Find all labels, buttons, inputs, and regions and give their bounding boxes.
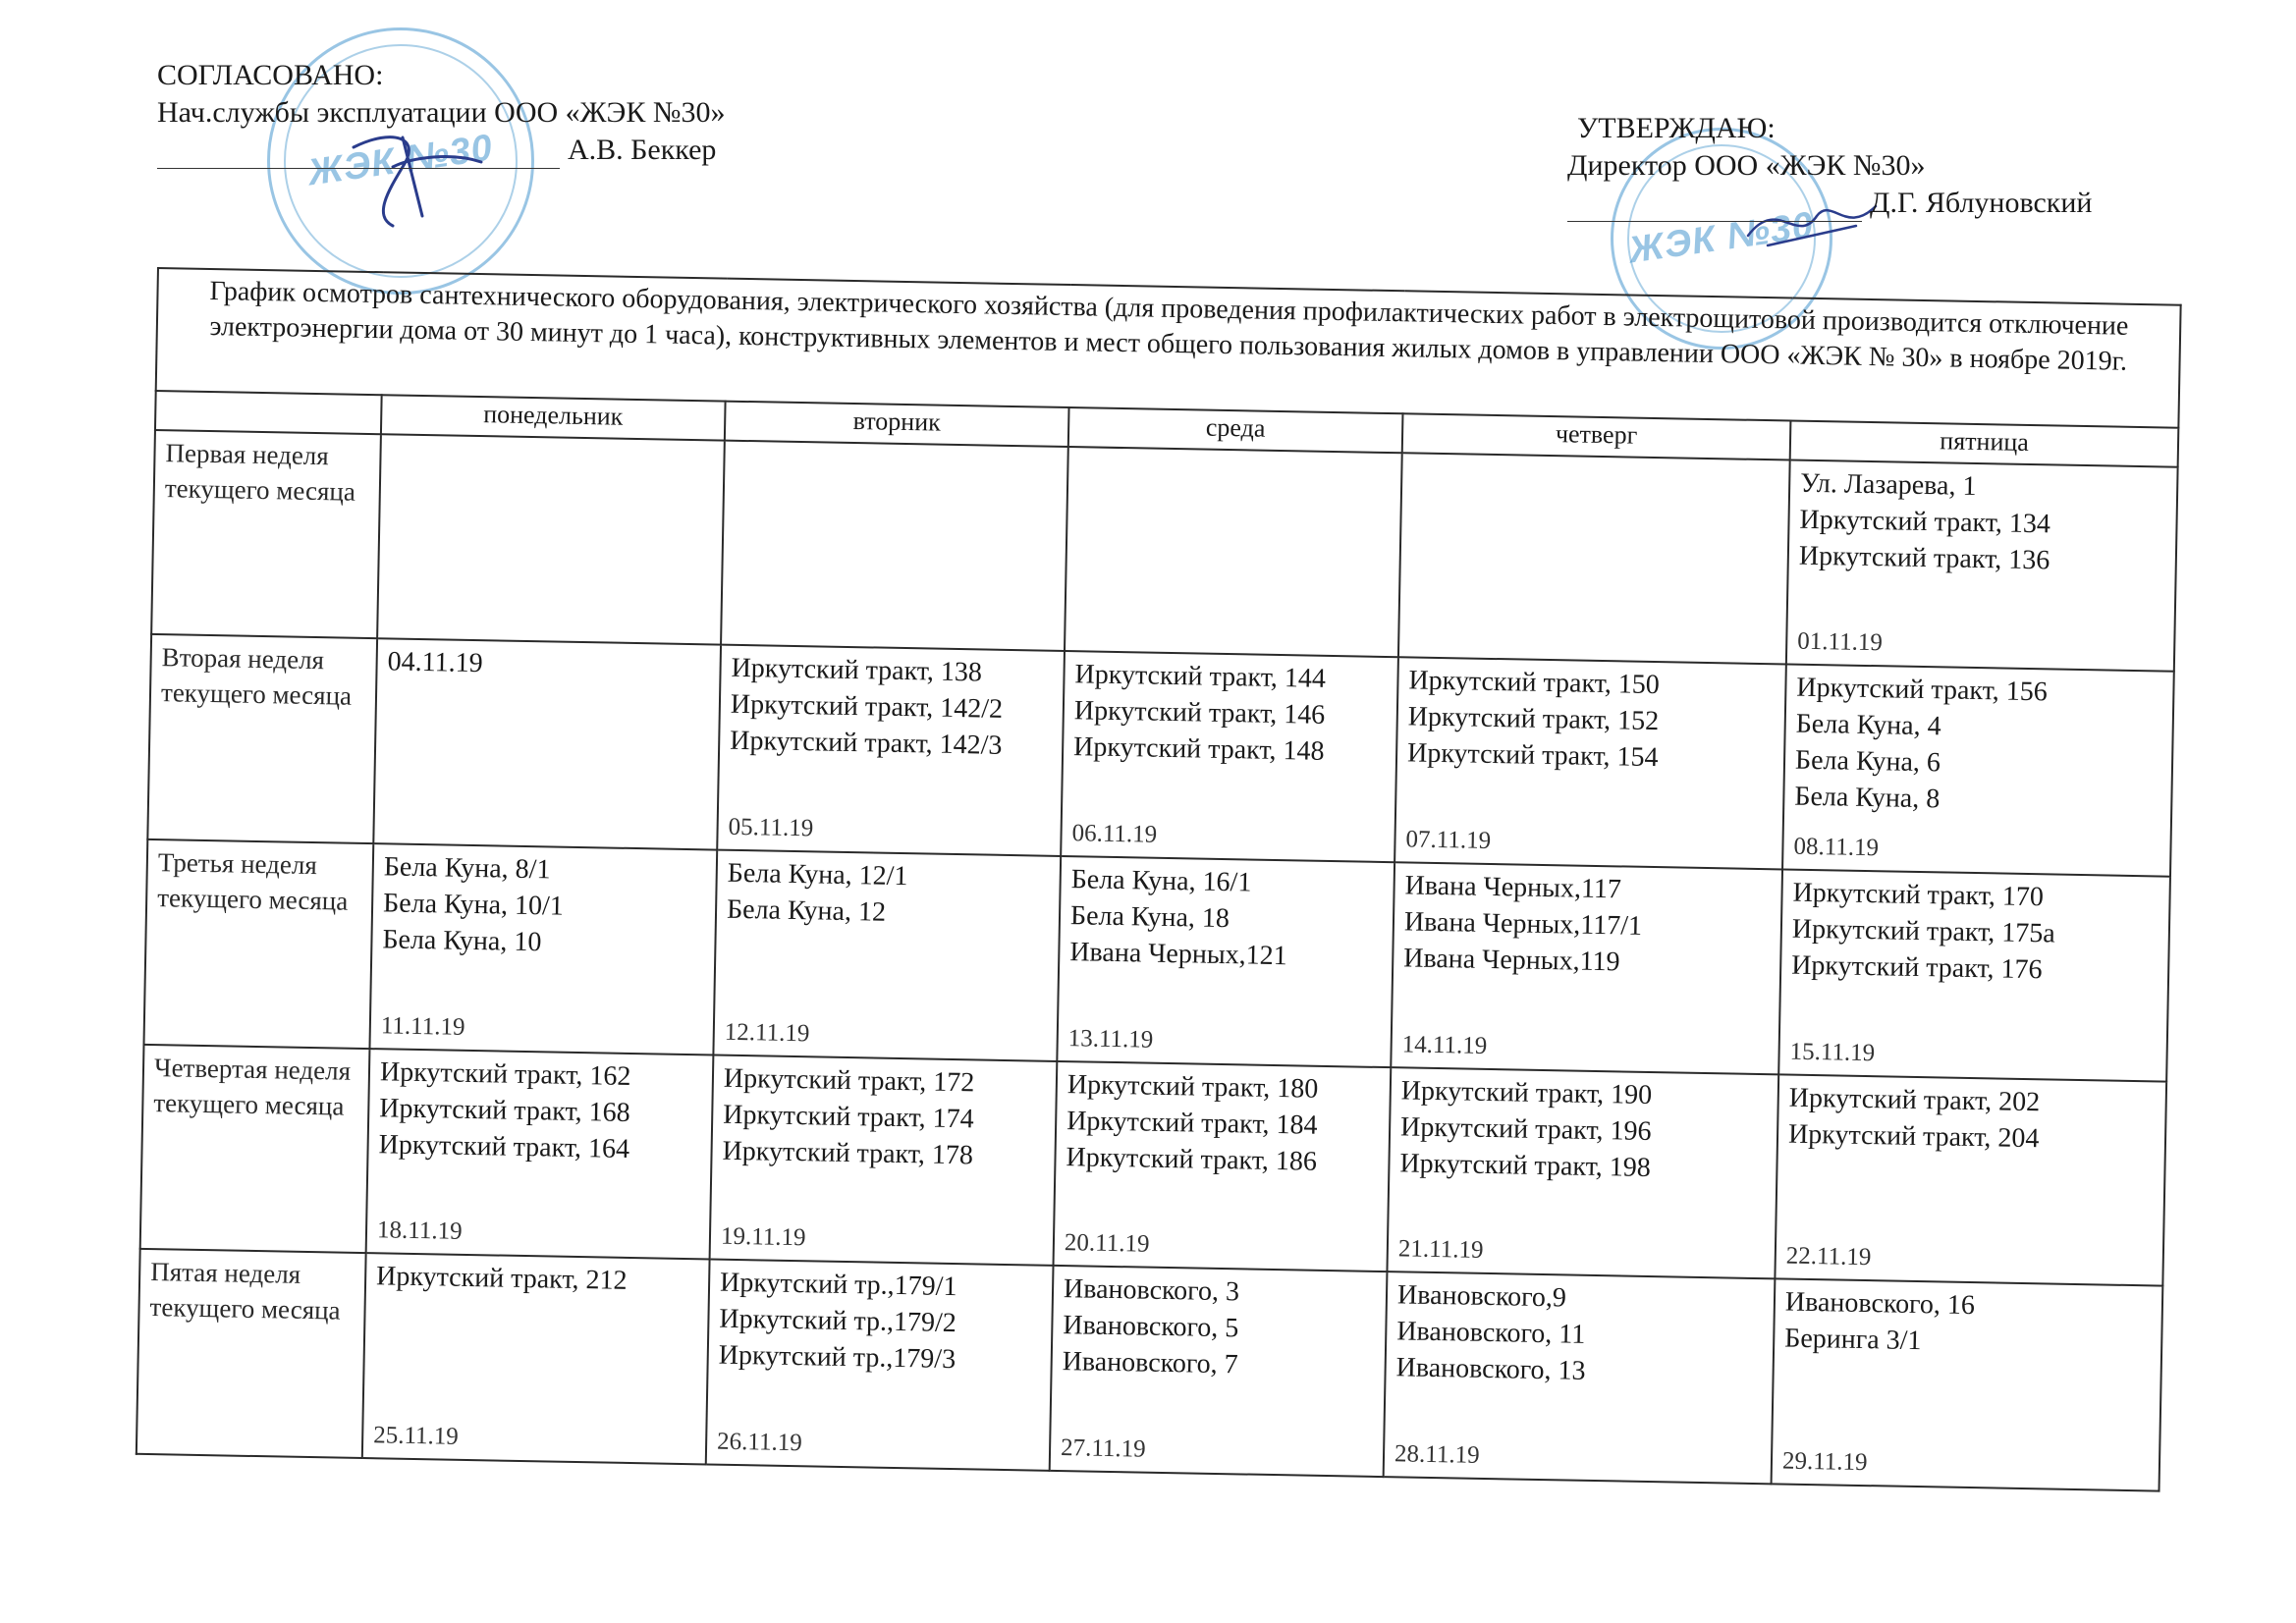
address-line: Иркутский тракт, 138 <box>731 653 983 688</box>
address-line: Иркутский тракт, 174 <box>723 1099 974 1135</box>
address-line: Иркутский тракт, 196 <box>1399 1111 1652 1147</box>
address-line: Ивановского, 5 <box>1063 1310 1239 1344</box>
inspection-date: 13.11.19 <box>1067 1024 1154 1054</box>
day-header: четверг <box>1402 413 1791 460</box>
inspection-date: 15.11.19 <box>1789 1038 1876 1066</box>
week-label: Пятая неделя текущего месяца <box>137 1249 366 1458</box>
cell-content <box>381 848 707 1050</box>
inspection-date: 19.11.19 <box>720 1222 806 1252</box>
stamp-mark: ЖЭК №30 <box>305 127 496 194</box>
address-line: Иркутский тракт, 146 <box>1073 695 1326 731</box>
day-header: пятница <box>1790 421 2179 467</box>
signature-line <box>157 140 560 169</box>
cell-content <box>1061 1271 1377 1471</box>
approval-heading: СОГЛАСОВАНО: <box>157 59 384 91</box>
schedule-table <box>136 267 2182 1492</box>
cell-content <box>1782 1284 2153 1486</box>
address-line: Иркутский тракт, 175а <box>1791 913 2055 949</box>
address-line: Бела Куна, 4 <box>1795 709 1941 742</box>
schedule-cell <box>1384 1271 1776 1484</box>
day-header: понедельник <box>381 395 726 440</box>
schedule-cell <box>362 1253 710 1464</box>
day-header: среда <box>1068 407 1403 453</box>
cell-content <box>1785 1079 2156 1280</box>
confirmation-heading: УТВЕРЖДАЮ: <box>1577 112 1776 144</box>
address-line: Иркутский тракт, 168 <box>379 1092 630 1128</box>
week-row <box>143 839 2170 1081</box>
inspection-date: 05.11.19 <box>728 813 814 842</box>
week-label: Первая неделя текущего месяца <box>151 430 381 639</box>
week-row <box>140 1045 2167 1286</box>
address-line: Иркутский тракт, 170 <box>1792 877 2045 913</box>
inspection-date: 12.11.19 <box>724 1018 810 1047</box>
address-line: Иркутский тракт, 202 <box>1788 1082 2041 1117</box>
cell-content <box>1067 861 1384 1061</box>
schedule-document <box>136 267 2180 1492</box>
cell-content <box>1075 452 1392 652</box>
address-line: Ивановского, 7 <box>1062 1346 1238 1380</box>
address-line: Бела Куна, 6 <box>1794 745 1941 779</box>
cell-content <box>377 1054 703 1255</box>
cell-content <box>1065 1066 1381 1267</box>
schedule-title: График осмотров сантехнического оборудования, электрического хозяйства (для проведения профилактических работ в электрощитовой производится отключение электроэнергии дома от 30 минут до 1 часа), конструктивных элементов и мест общего пользования жилых домов в управлении ООО «ЖЭК № 30» в ноябре 2019г. <box>156 268 2181 428</box>
address-line: Иркутский тракт, 172 <box>723 1062 975 1099</box>
address-line: Иркутский тракт, 142/3 <box>729 726 1003 762</box>
inspection-date: 26.11.19 <box>716 1428 802 1457</box>
address-line: Бела Куна, 8/1 <box>383 851 551 886</box>
cell-content <box>1394 1277 1765 1479</box>
weeks-body <box>137 430 2178 1491</box>
address-line: Бела Куна, 12 <box>726 893 887 928</box>
address-line: Иркутский тракт, 152 <box>1407 701 1660 737</box>
address-line: Иркутский тракт, 184 <box>1066 1105 1318 1141</box>
address-line: Бела Куна, 18 <box>1069 900 1230 935</box>
week-row <box>137 1249 2163 1490</box>
address-line: Иркутский тракт, 136 <box>1798 540 2050 576</box>
approval-name: А.В. Беккер <box>568 134 717 166</box>
address-line: Иркутский тр.,179/2 <box>719 1303 957 1339</box>
cell-content <box>1401 867 1772 1068</box>
corner-cell <box>155 391 382 434</box>
week-row <box>151 430 2178 672</box>
cell-content <box>1797 465 2167 667</box>
address-line: Бела Куна, 10/1 <box>382 888 565 922</box>
address-line: Иркутский тракт, 190 <box>1400 1075 1653 1110</box>
address-line: Иркутский тр.,179/3 <box>718 1339 957 1376</box>
address-line: Ул. Лазарева, 1 <box>1799 467 1977 502</box>
address-line: Ивановского, 11 <box>1396 1316 1586 1351</box>
confirmation-signature-row <box>1567 185 2092 222</box>
address-line: Иркутский тракт, 178 <box>722 1135 974 1171</box>
address-line: Ивана Черных,121 <box>1069 937 1287 972</box>
schedule-cell <box>1065 447 1402 658</box>
address-line: Иркутский тракт, 176 <box>1790 949 2043 986</box>
address-line: Ивановского, 13 <box>1395 1352 1586 1387</box>
schedule-cell <box>1061 651 1398 862</box>
cell-content <box>732 446 1058 647</box>
approval-position: Нач.службы эксплуатации ООО «ЖЭК №30» <box>157 96 726 129</box>
inspection-date: 06.11.19 <box>1071 820 1158 848</box>
schedule-cell <box>1054 1061 1392 1272</box>
schedule-cell <box>366 1049 714 1260</box>
stamp-mark: ЖЭК №30 <box>1626 204 1817 272</box>
address-line: Ивана Черных,119 <box>1403 943 1620 978</box>
address-line: Иркутский тр.,179/1 <box>719 1267 957 1303</box>
address-line: Иркутский тракт, 154 <box>1406 737 1659 774</box>
confirmation-position: Директор ООО «ЖЭК №30» <box>1567 149 1926 182</box>
schedule-cell <box>1775 1074 2166 1286</box>
inspection-date: 14.11.19 <box>1401 1031 1488 1059</box>
address-line: Бела Куна, 16/1 <box>1070 864 1252 898</box>
inspection-date: 25.11.19 <box>372 1422 460 1450</box>
address-line: Иркутский тракт, 134 <box>1799 504 2051 540</box>
cell-content <box>384 644 710 845</box>
inspection-date: 08.11.19 <box>1793 833 1880 862</box>
schedule-cell <box>1772 1279 2163 1491</box>
inspection-date: 18.11.19 <box>376 1217 463 1246</box>
cell-content <box>373 1259 699 1460</box>
cell-content <box>721 1059 1047 1261</box>
cell-content <box>1793 670 2163 871</box>
schedule-cell <box>1778 869 2170 1081</box>
day-header: вторник <box>725 402 1069 447</box>
schedule-cell <box>1387 1067 1778 1279</box>
address-line: Иркутский тракт, 212 <box>375 1261 628 1297</box>
address-line: Бела Куна, 8 <box>1794 782 1941 815</box>
schedule-cell <box>1394 658 1786 870</box>
cell-content <box>1789 875 2159 1076</box>
schedule-cell <box>717 645 1065 856</box>
inspection-date: 22.11.19 <box>1785 1242 1872 1271</box>
inspection-date: 20.11.19 <box>1064 1229 1150 1258</box>
week-row <box>147 634 2174 876</box>
cell-content <box>1071 657 1388 857</box>
approval-signature-row <box>157 132 725 169</box>
address-line: Иркутский тракт, 164 <box>378 1128 630 1164</box>
schedule-cell <box>377 434 725 645</box>
inspection-date: 21.11.19 <box>1397 1235 1484 1265</box>
schedule-cell <box>1786 460 2178 672</box>
address-line: Иркутский тракт, 148 <box>1072 731 1325 768</box>
schedule-cell <box>373 639 721 850</box>
schedule-cell <box>713 850 1061 1061</box>
address-line: Иркутский тракт, 150 <box>1408 665 1661 701</box>
address-line: Иркутский тракт, 162 <box>379 1055 631 1092</box>
address-line: Иркутский тракт, 198 <box>1399 1148 1652 1183</box>
cell-content <box>717 1265 1043 1466</box>
inspection-date: 29.11.19 <box>1781 1447 1868 1477</box>
cell-content <box>1409 458 1779 659</box>
cell-content <box>724 855 1050 1056</box>
schedule-cell <box>706 1260 1054 1471</box>
schedule-cell <box>721 440 1068 651</box>
address-line: Иркутский тракт, 156 <box>1796 673 2049 708</box>
schedule-cell <box>1398 453 1790 665</box>
schedule-cell <box>1391 862 1782 1074</box>
cell-content <box>388 439 714 640</box>
schedule-cell <box>1050 1266 1388 1477</box>
inspection-date: 07.11.19 <box>1405 826 1492 855</box>
address-line: Ивановского, 16 <box>1784 1286 1976 1322</box>
cell-content <box>1405 663 1776 864</box>
week-label: Третья неделя текущего месяца <box>143 839 373 1049</box>
address-line: Бела Куна, 12/1 <box>727 857 908 893</box>
week-label: Вторая неделя текущего месяца <box>147 634 377 843</box>
address-line: Иркутский тракт, 204 <box>1787 1118 2040 1154</box>
address-line: Ивана Черных,117 <box>1404 870 1622 905</box>
approval-block <box>157 57 725 169</box>
address-line: Бела Куна, 10 <box>382 924 542 958</box>
signature-line <box>1567 193 1862 222</box>
schedule-cell <box>369 843 717 1055</box>
inspection-date: 28.11.19 <box>1394 1440 1480 1469</box>
inspection-date: 11.11.19 <box>380 1011 465 1041</box>
address-line: Иркутский тракт, 186 <box>1066 1141 1318 1177</box>
inspection-date: 27.11.19 <box>1060 1434 1146 1463</box>
address-line: Ивановского,9 <box>1396 1279 1567 1314</box>
address-line: Иркутский тракт, 144 <box>1074 659 1327 695</box>
confirmation-block <box>1567 110 2092 222</box>
address-line: Иркутский тракт, 180 <box>1066 1068 1319 1105</box>
week-label: Четвертая неделя текущего месяца <box>140 1045 370 1254</box>
confirmation-name: Д.Г. Яблуновский <box>1870 187 2093 219</box>
schedule-cell <box>1057 856 1394 1067</box>
inspection-date: 01.11.19 <box>1797 628 1884 657</box>
address-line: Беринга 3/1 <box>1783 1323 1922 1357</box>
cell-content <box>1398 1072 1769 1273</box>
schedule-cell <box>710 1055 1058 1266</box>
address-line: Иркутский тракт, 142/2 <box>730 689 1004 726</box>
address-line: 04.11.19 <box>387 646 483 679</box>
schedule-cell <box>1782 665 2174 877</box>
address-line: Ивана Черных,117/1 <box>1403 906 1643 942</box>
address-line: Ивановского, 3 <box>1063 1273 1240 1308</box>
cell-content <box>728 650 1054 851</box>
